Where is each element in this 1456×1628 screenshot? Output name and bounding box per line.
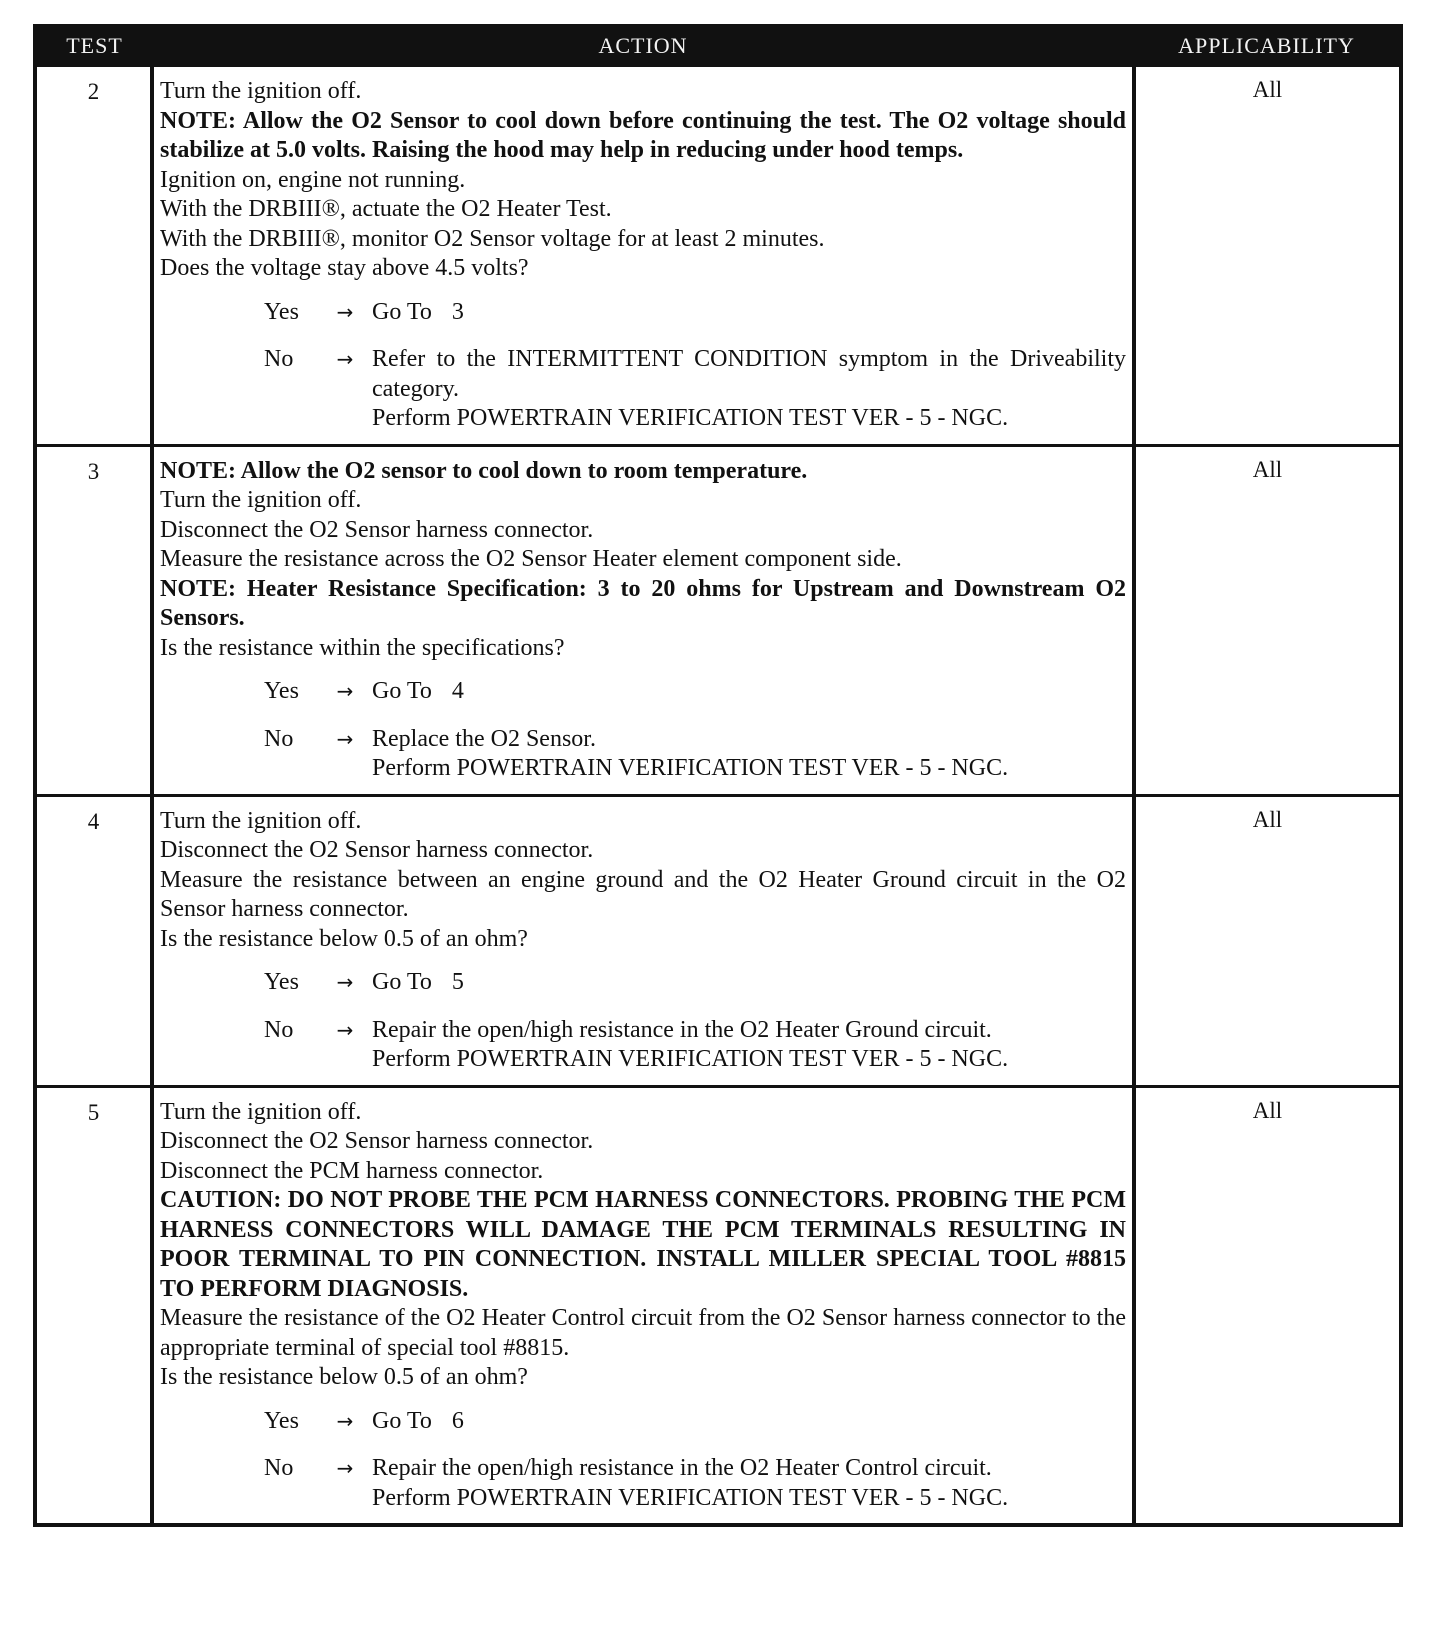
instruction-text: Disconnect the O2 Sensor harness connector. <box>160 1128 594 1154</box>
instruction-text: Measure the resistance across the O2 Sensor Heater element component side. <box>160 546 902 572</box>
note-text: CAUTION: DO NOT PROBE THE PCM HARNESS CONNECTORS. PROBING THE PCM HARNESS CONNECTORS WILL DAMAGE THE PCM TERMINALS RESULTING IN POOR TERMINAL TO PIN CONNECTION. INSTALL MILLER SPECIAL TOOL #8815 TO PERFORM DIAGNOSIS. <box>160 1187 1126 1302</box>
goto-label: Go To <box>372 678 432 704</box>
table-body <box>37 66 1399 1524</box>
diagnostic-table-sheet <box>33 24 1403 1527</box>
no-result-line: Repair the open/high resistance in the O2 Heater Control circuit. <box>372 1455 992 1481</box>
instruction-text: Turn the ignition off. <box>160 1098 362 1125</box>
diagnostic-test-table <box>37 28 1399 1523</box>
instruction-text: Measure the resistance of the O2 Heater Control circuit from the O2 Sensor harness connector to the appropriate terminal of special tool #8815. <box>160 1305 1126 1361</box>
answer-no-label: No <box>264 1455 294 1481</box>
table-header-row <box>37 28 1399 66</box>
goto-result <box>372 298 1126 328</box>
outcome-yes <box>264 1407 1126 1437</box>
arrow-icon: → <box>336 1017 354 1042</box>
instruction-text: Ignition on, engine not running. <box>160 166 466 193</box>
outcome-yes <box>264 968 1126 998</box>
table-row <box>37 445 1399 795</box>
outcome-yes <box>264 677 1126 707</box>
applicability-value: All <box>1134 795 1399 1086</box>
goto-test-number: 3 <box>451 298 464 325</box>
applicability-value: All <box>1134 66 1399 446</box>
note-text: NOTE: Heater Resistance Specification: 3 to 20 ohms for Upstream and Downstream O2 Sensors. <box>160 575 1126 631</box>
answer-yes-label: Yes <box>264 969 299 995</box>
test-number: 4 <box>37 795 152 1086</box>
goto-result <box>372 968 1126 998</box>
no-result-line: Perform POWERTRAIN VERIFICATION TEST VER - 5 - NGC. <box>372 1484 1009 1511</box>
answer-no-label: No <box>264 725 294 752</box>
outcome-no <box>264 1016 1126 1075</box>
arrow-icon: → <box>336 347 354 371</box>
header-applicability: APPLICABILITY <box>1134 28 1399 66</box>
outcome-no <box>264 725 1126 784</box>
instruction-text: Turn the ignition off. <box>160 78 362 104</box>
arrow-icon: → <box>336 1408 354 1433</box>
arrow-icon: → <box>336 679 354 703</box>
instruction-text: Disconnect the O2 Sensor harness connector. <box>160 837 594 863</box>
answer-yes-label: Yes <box>264 298 299 325</box>
outcome-no <box>264 1454 1126 1513</box>
answer-yes-label: Yes <box>264 678 299 704</box>
table-row <box>37 795 1399 1086</box>
outcomes <box>160 1407 1126 1514</box>
no-result-line: Replace the O2 Sensor. <box>372 725 596 752</box>
instruction-text: Turn the ignition off. <box>160 487 362 513</box>
instruction-text: With the DRBIII®, actuate the O2 Heater Test. <box>160 196 612 222</box>
answer-no-label: No <box>264 346 294 372</box>
instruction-text: Measure the resistance between an engine ground and the O2 Heater Ground circuit in the O2 Sensor harness connector. <box>160 866 1126 922</box>
action-cell <box>152 795 1134 1086</box>
goto-result <box>372 677 1126 707</box>
note-text: NOTE: Allow the O2 sensor to cool down to room temperature. <box>160 457 808 484</box>
arrow-icon: → <box>336 299 354 324</box>
no-result <box>372 1016 1126 1075</box>
goto-result <box>372 1407 1126 1437</box>
instruction-text: Is the resistance below 0.5 of an ohm? <box>160 1364 528 1390</box>
instruction-text: Disconnect the PCM harness connector. <box>160 1157 544 1184</box>
instruction-text: With the DRBIII®, monitor O2 Sensor voltage for at least 2 minutes. <box>160 225 825 252</box>
outcomes <box>160 968 1126 1075</box>
outcomes <box>160 677 1126 784</box>
no-result <box>372 1454 1126 1513</box>
applicability-value: All <box>1134 1086 1399 1523</box>
outcomes <box>160 298 1126 434</box>
no-result-line: Perform POWERTRAIN VERIFICATION TEST VER - 5 - NGC. <box>372 405 1009 431</box>
instruction-text: Turn the ignition off. <box>160 807 362 834</box>
table-row <box>37 1086 1399 1523</box>
goto-test-number: 4 <box>451 678 464 704</box>
instruction-text: Is the resistance within the specifications? <box>160 634 565 661</box>
instruction-text: Is the resistance below 0.5 of an ohm? <box>160 925 528 952</box>
no-result-line: Refer to the INTERMITTENT CONDITION symptom in the Driveability category. <box>372 346 1126 402</box>
action-cell <box>152 1086 1134 1523</box>
arrow-icon: → <box>336 970 354 994</box>
test-number: 3 <box>37 445 152 795</box>
header-action: ACTION <box>152 28 1134 66</box>
arrow-icon: → <box>336 1456 354 1480</box>
no-result <box>372 725 1126 784</box>
outcome-yes <box>264 298 1126 328</box>
table-row <box>37 66 1399 446</box>
note-text: NOTE: Allow the O2 Sensor to cool down before continuing the test. The O2 voltage should stabilize at 5.0 volts. Raising the hood may help in reducing under hood temps. <box>160 107 1126 163</box>
applicability-value: All <box>1134 445 1399 795</box>
goto-test-number: 5 <box>451 969 464 995</box>
outcome-no <box>264 345 1126 434</box>
arrow-icon: → <box>336 726 354 751</box>
instruction-text: Disconnect the O2 Sensor harness connector. <box>160 516 594 543</box>
action-cell <box>152 445 1134 795</box>
goto-label: Go To <box>372 1407 432 1434</box>
test-number: 2 <box>37 66 152 446</box>
goto-label: Go To <box>372 298 432 325</box>
answer-no-label: No <box>264 1016 294 1043</box>
no-result-line: Repair the open/high resistance in the O2 Heater Ground circuit. <box>372 1016 992 1043</box>
goto-label: Go To <box>372 969 432 995</box>
header-test: TEST <box>37 28 152 66</box>
goto-test-number: 6 <box>451 1407 464 1434</box>
test-number: 5 <box>37 1086 152 1523</box>
no-result <box>372 345 1126 434</box>
action-cell <box>152 66 1134 446</box>
answer-yes-label: Yes <box>264 1407 299 1434</box>
instruction-text: Does the voltage stay above 4.5 volts? <box>160 255 529 281</box>
no-result-line: Perform POWERTRAIN VERIFICATION TEST VER - 5 - NGC. <box>372 1046 1009 1072</box>
no-result-line: Perform POWERTRAIN VERIFICATION TEST VER - 5 - NGC. <box>372 755 1009 781</box>
